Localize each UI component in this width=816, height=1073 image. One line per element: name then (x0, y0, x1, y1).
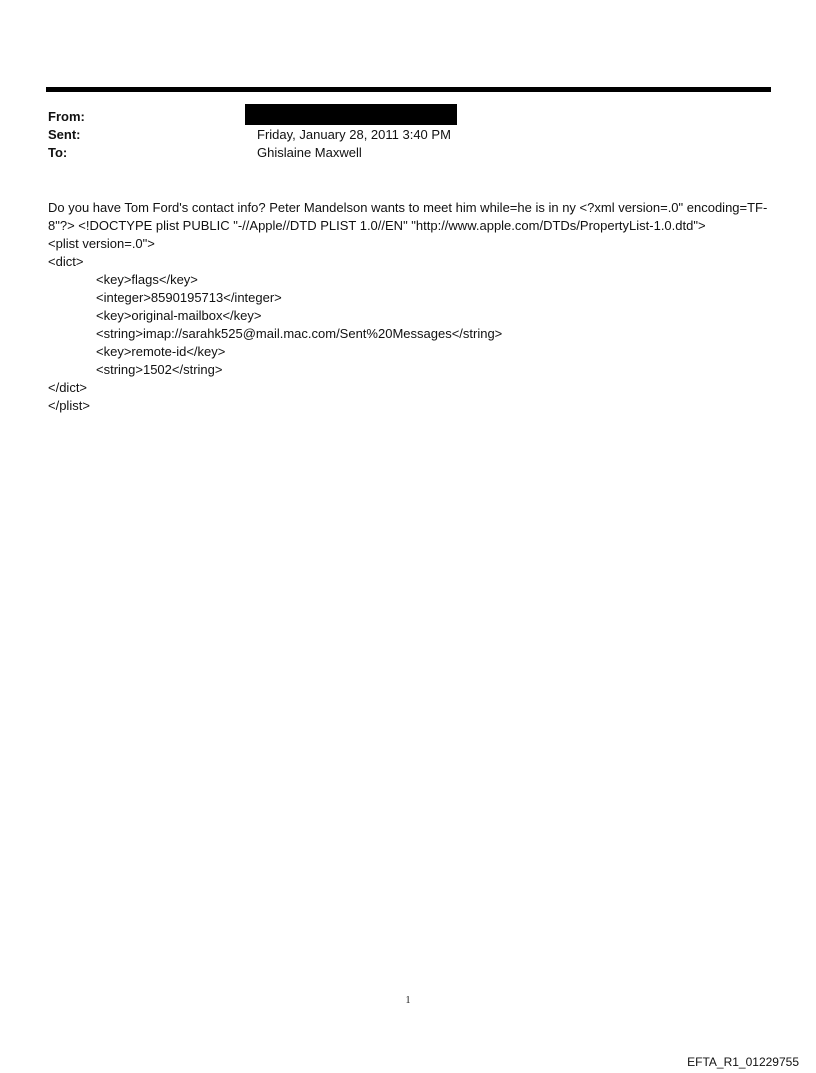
body-paragraph: Do you have Tom Ford's contact info? Peter Mandelson wants to meet him while=he is in ny <?xml version=.0" encoding=TF-8"?> <!DOCTYPE plist PUBLIC "-//Apple//DTD PLIST 1.0//EN" "http://www.apple.com/DTDs/PropertyList-1.0.dtd"> (48, 200, 768, 233)
from-row (48, 108, 768, 126)
redaction-box (245, 104, 457, 125)
body-indented-line: <string>1502</string> (96, 362, 223, 377)
bates-number: EFTA_R1_01229755 (687, 1055, 799, 1069)
body-closing-line: </plist> (48, 398, 90, 413)
header-rule (46, 87, 771, 92)
to-label: To: (48, 145, 68, 160)
page-number: 1 (405, 995, 411, 1006)
to-row (48, 144, 768, 162)
email-body (48, 199, 768, 415)
sent-value: Friday, January 28, 2011 3:40 PM (257, 127, 451, 142)
to-value: Ghislaine Maxwell (257, 145, 362, 160)
body-indented-line: <string>imap://sarahk525@mail.mac.com/Sent%20Messages</string> (96, 326, 503, 341)
from-label: From: (48, 109, 85, 124)
email-header (48, 108, 768, 162)
body-closing-line: </dict> (48, 380, 88, 395)
sent-row (48, 126, 768, 144)
body-line: <plist version=.0"> (48, 236, 155, 251)
body-indented-line: <key>original-mailbox</key> (96, 308, 262, 323)
body-indented-line: <key>remote-id</key> (96, 344, 226, 359)
sent-label: Sent: (48, 127, 81, 142)
body-indented-line: <key>flags</key> (96, 272, 198, 287)
body-line: <dict> (48, 254, 84, 269)
body-indented-line: <integer>8590195713</integer> (96, 290, 282, 305)
